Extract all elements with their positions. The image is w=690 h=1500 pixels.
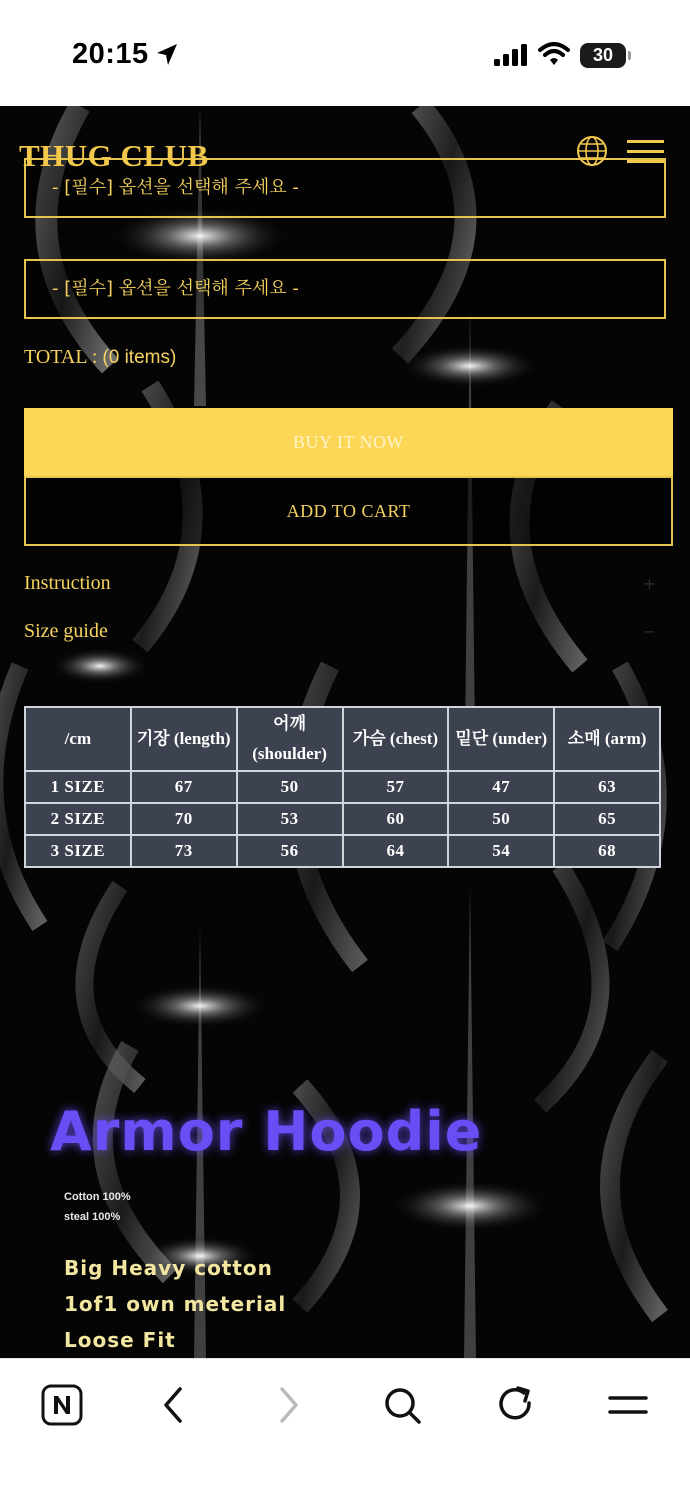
globe-icon[interactable]: [576, 135, 608, 167]
accordion-size-guide[interactable]: [24, 618, 664, 652]
table-cell: 54: [448, 835, 554, 867]
table-cell: 2 SIZE: [25, 803, 131, 835]
table-header: 소매 (arm): [554, 707, 660, 771]
wifi-icon: [538, 42, 570, 66]
table-cell: 64: [343, 835, 449, 867]
table-header: 어깨 (shoulder): [237, 707, 343, 771]
table-cell: 47: [448, 771, 554, 803]
table-cell: 67: [131, 771, 237, 803]
status-bar: [0, 0, 690, 106]
size-guide-label: Size guide: [24, 620, 108, 642]
table-cell: 57: [343, 771, 449, 803]
option-select-2[interactable]: - [필수] 옵션을 선택해 주세요 -: [24, 259, 666, 319]
table-cell: 73: [131, 835, 237, 867]
total-label: TOTAL :: [24, 346, 103, 368]
brand-logo[interactable]: THUG CLUB: [19, 138, 209, 173]
instruction-label: Instruction: [24, 572, 111, 594]
table-header: 가슴 (chest): [343, 707, 449, 771]
table-cell: 3 SIZE: [25, 835, 131, 867]
product-title: Armor Hoodie: [50, 1100, 483, 1163]
collapse-minus-icon[interactable]: −: [642, 622, 656, 641]
table-cell: 65: [554, 803, 660, 835]
feature-line: 1of1 own meterial: [64, 1292, 287, 1316]
option-select-1[interactable]: - [필수] 옵션을 선택해 주세요 -: [24, 158, 666, 218]
hamburger-menu-icon[interactable]: [627, 140, 664, 164]
location-arrow-icon: [155, 42, 179, 68]
size-table: [24, 706, 661, 868]
total-line: [24, 346, 176, 369]
table-row: [25, 835, 660, 867]
battery-tip: [628, 51, 631, 60]
table-cell: 1 SIZE: [25, 771, 131, 803]
table-header: 밑단 (under): [448, 707, 554, 771]
table-cell: 50: [237, 771, 343, 803]
table-header: 기장 (length): [131, 707, 237, 771]
back-chevron-icon[interactable]: [152, 1383, 196, 1427]
table-cell: 50: [448, 803, 554, 835]
table-cell: 56: [237, 835, 343, 867]
table-row: [25, 771, 660, 803]
feature-line: Big Heavy cotton: [64, 1256, 273, 1280]
feature-line: Loose Fit: [64, 1328, 176, 1352]
menu-icon[interactable]: [606, 1383, 650, 1427]
naver-n-icon[interactable]: [40, 1383, 84, 1427]
browser-toolbar: [0, 1358, 690, 1500]
table-header: /cm: [25, 707, 131, 771]
reload-icon[interactable]: [494, 1383, 538, 1427]
expand-plus-icon[interactable]: +: [642, 574, 656, 593]
material-line: Cotton 100%: [64, 1191, 131, 1203]
search-icon[interactable]: [380, 1383, 424, 1427]
product-page: [0, 106, 690, 1358]
material-line: steal 100%: [64, 1211, 121, 1223]
battery-icon: 30: [580, 43, 626, 68]
total-count: (0 items): [102, 347, 177, 368]
status-time: 20:15: [72, 38, 149, 70]
table-cell: 63: [554, 771, 660, 803]
table-cell: 70: [131, 803, 237, 835]
buy-now-button[interactable]: BUY IT NOW: [24, 408, 673, 476]
table-row: [25, 803, 660, 835]
table-cell: 60: [343, 803, 449, 835]
forward-chevron-icon[interactable]: [266, 1383, 310, 1427]
table-cell: 53: [237, 803, 343, 835]
accordion-instruction[interactable]: [24, 570, 664, 604]
table-cell: 68: [554, 835, 660, 867]
add-to-cart-button[interactable]: ADD TO CART: [24, 476, 673, 546]
cellular-signal-icon: [494, 44, 528, 66]
size-table-header-row: [25, 707, 660, 771]
